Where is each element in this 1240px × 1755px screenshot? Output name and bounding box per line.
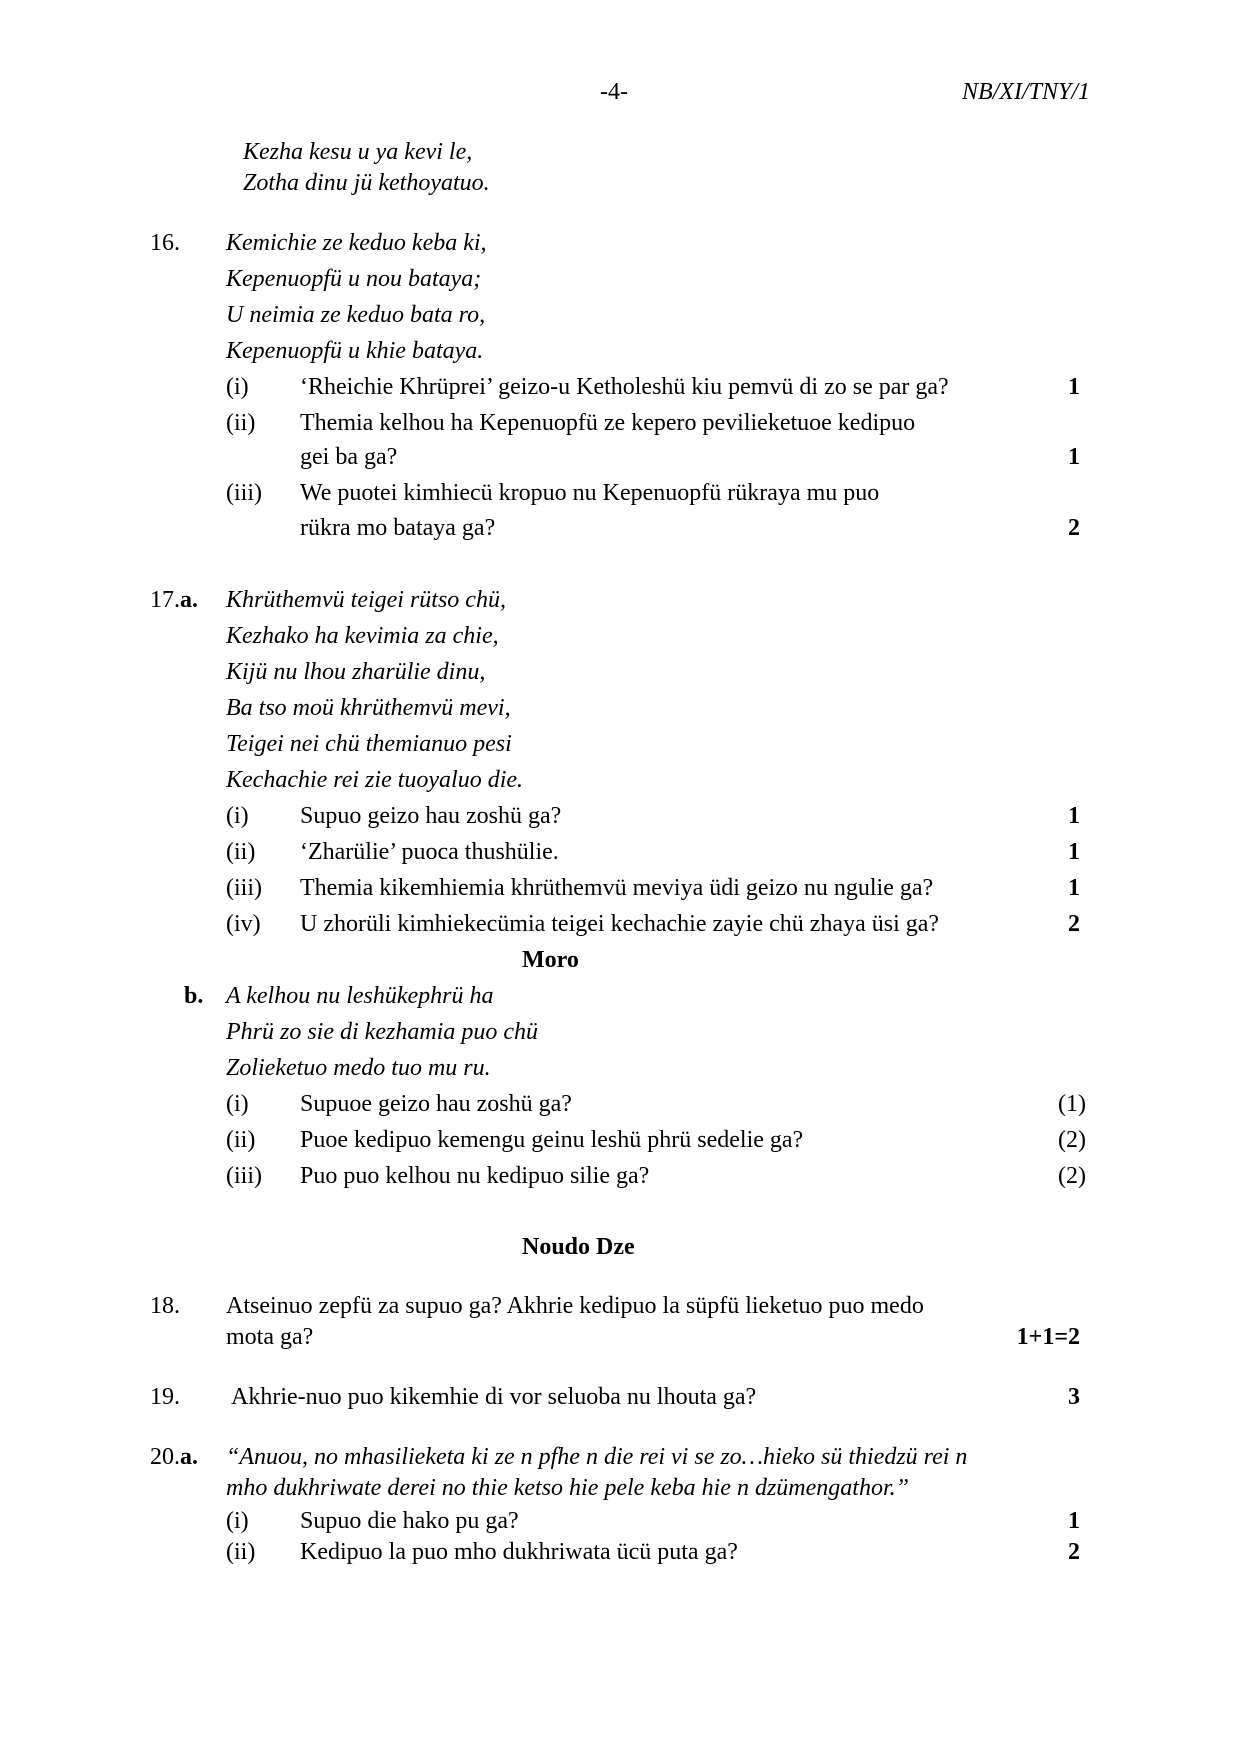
sub-question-label: (iii) (226, 1163, 262, 1189)
document-code: NB/XI/TNY/1 (961, 79, 1090, 105)
sub-question-text: ‘Rheichie Khrüprei’ geizo-u Ketholeshü kiu pemvü di zo se par ga? (300, 374, 949, 400)
sub-question-text: Kedipuo la puo mho dukhriwata ücü puta ga? (300, 1539, 738, 1565)
question-text: Akhrie-nuo puo kikemhie di vor seluoba nu lhouta ga? (231, 1384, 757, 1410)
marks: 2 (1068, 1539, 1080, 1565)
sub-question-text: rükra mo bataya ga? (300, 515, 496, 541)
sub-question-label: (i) (226, 374, 249, 400)
sub-question-label: (iii) (226, 875, 262, 901)
sub-question-label: (ii) (226, 1127, 256, 1153)
or-label: Moro (522, 947, 579, 973)
question-number: 19. (150, 1384, 180, 1410)
marks: (2) (1058, 1163, 1086, 1189)
marks: 1 (1068, 374, 1080, 400)
sub-question-text: U zhorüli kimhiekecümia teigei kechachie zayie chü zhaya üsi ga? (300, 911, 940, 937)
sub-question-text: Puo puo kelhou nu kedipuo silie ga? (300, 1163, 650, 1189)
marks: 1+1=2 (1016, 1324, 1080, 1350)
poem-line: Ba tso moü khrüthemvü mevi, (226, 695, 511, 721)
sub-question-text: Themia kikemhiemia khrüthemvü meviya üdi geizo nu ngulie ga? (300, 875, 934, 901)
intro-poem-line: Kezha kesu u ya kevi le, (243, 139, 473, 165)
sub-question-label: (iii) (226, 480, 262, 506)
marks: 2 (1068, 911, 1080, 937)
page-number: -4- (600, 79, 628, 105)
marks: 1 (1068, 444, 1080, 470)
question-text: Atseinuo zepfü za supuo ga? Akhrie kedipuo la süpfü lieketuo puo medo (226, 1293, 924, 1319)
section-title: Noudo Dze (522, 1234, 635, 1260)
marks: 1 (1068, 803, 1080, 829)
poem-line: A kelhou nu leshükephrü ha (226, 983, 494, 1009)
marks: 1 (1068, 875, 1080, 901)
sub-question-label: (ii) (226, 1539, 256, 1565)
intro-poem-line: Zotha dinu jü kethoyatuo. (243, 170, 490, 196)
question-number: 16. (150, 230, 180, 256)
sub-question-text: Supuoe geizo hau zoshü ga? (300, 1091, 572, 1117)
sub-question-text: Supuo geizo hau zoshü ga? (300, 803, 562, 829)
poem-line: Kepenuopfü u nou bataya; (226, 266, 482, 292)
sub-question-label: (i) (226, 1091, 249, 1117)
poem-line: U neimia ze keduo bata ro, (226, 302, 486, 328)
poem-line: Khrüthemvü teigei rütso chü, (226, 587, 506, 613)
question-number: 18. (150, 1293, 180, 1319)
question-part: b. (184, 983, 204, 1009)
poem-line: Kemichie ze keduo keba ki, (226, 230, 487, 256)
poem-line: Zolieketuo medo tuo mu ru. (226, 1055, 491, 1081)
question-number: 20.a. (150, 1444, 198, 1470)
poem-line: Kijü nu lhou zharülie dinu, (226, 659, 486, 685)
sub-question-label: (i) (226, 1508, 249, 1534)
question-text: mota ga? (226, 1324, 314, 1350)
poem-line: Phrü zo sie di kezhamia puo chü (226, 1019, 538, 1045)
sub-question-text: Themia kelhou ha Kepenuopfü ze kepero pevilieketuoe kedipuo (300, 410, 916, 436)
marks: 1 (1068, 1508, 1080, 1534)
poem-line: Kechachie rei zie tuoyaluo die. (226, 767, 524, 793)
sub-question-label: (iv) (226, 911, 261, 937)
sub-question-text: Puoe kedipuo kemengu geinu leshü phrü sedelie ga? (300, 1127, 804, 1153)
poem-line: Kezhako ha kevimia za chie, (226, 623, 499, 649)
marks: 1 (1068, 839, 1080, 865)
sub-question-label: (ii) (226, 839, 256, 865)
quote-line: “Anuou, no mhasilieketa ki ze n pfhe n die rei vi se zo…hieko sü thiedzü rei n (226, 1444, 968, 1470)
marks: 2 (1068, 515, 1080, 541)
marks: (2) (1058, 1127, 1086, 1153)
sub-question-text: gei ba ga? (300, 444, 398, 470)
sub-question-label: (ii) (226, 410, 256, 436)
poem-line: Kepenuopfü u khie bataya. (226, 338, 484, 364)
poem-line: Teigei nei chü themianuo pesi (226, 731, 512, 757)
marks: 3 (1068, 1384, 1080, 1410)
sub-question-text: ‘Zharülie’ puoca thushülie. (300, 839, 559, 865)
sub-question-text: We puotei kimhiecü kropuo nu Kepenuopfü rükraya mu puo (300, 480, 880, 506)
sub-question-text: Supuo die hako pu ga? (300, 1508, 519, 1534)
sub-question-label: (i) (226, 803, 249, 829)
quote-line: mho dukhriwate derei no thie ketso hie pele keba hie n dzümengathor.” (226, 1475, 909, 1501)
marks: (1) (1058, 1091, 1086, 1117)
question-number: 17.a. (150, 587, 198, 613)
